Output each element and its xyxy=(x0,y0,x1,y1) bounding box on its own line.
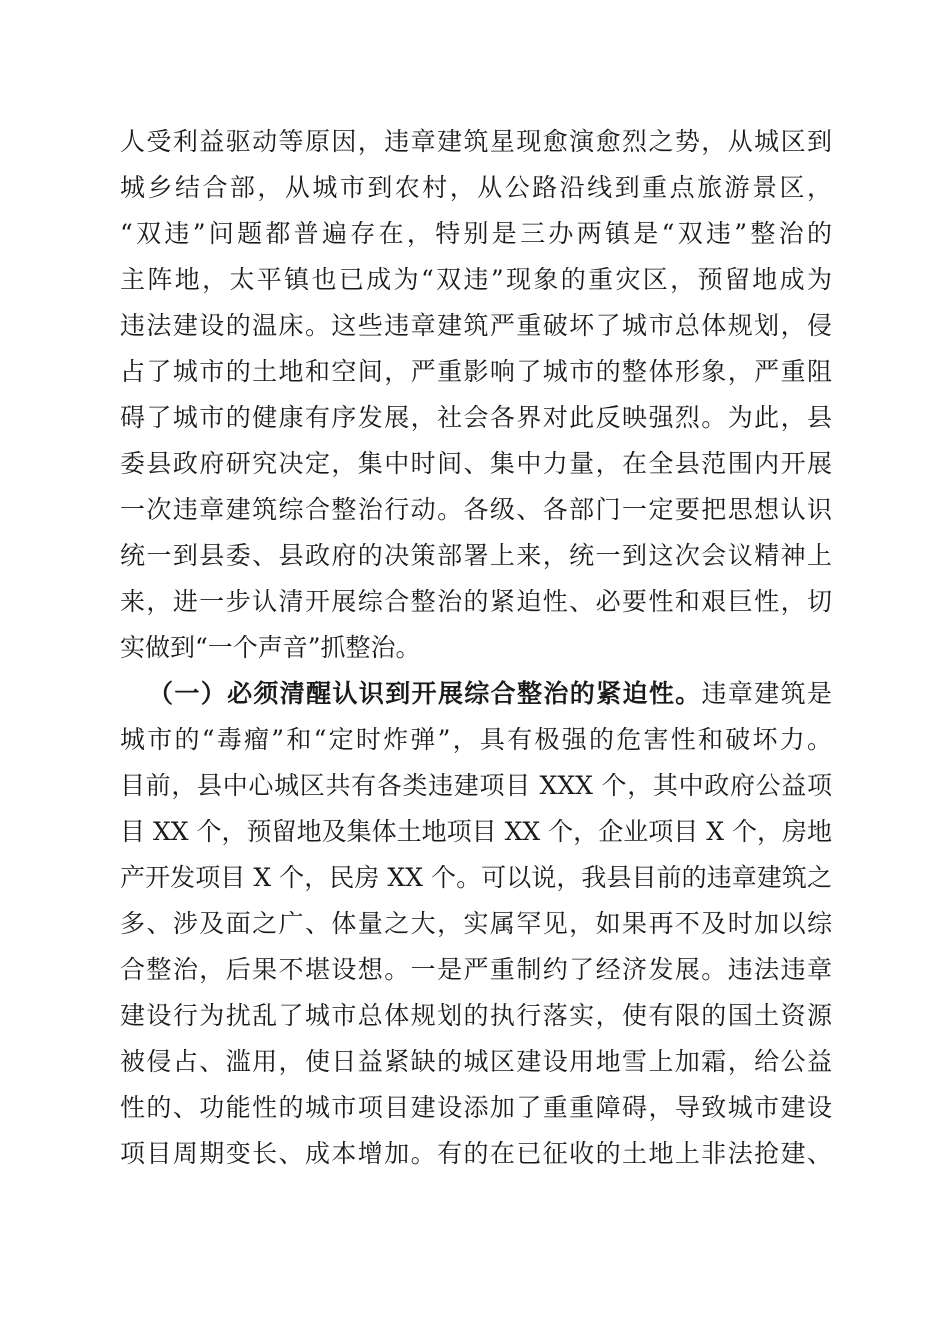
paragraph-line: 违法建设的温床。这些违章建筑严重破坏了城市总体规划，侵 xyxy=(120,311,832,340)
paragraph-line: 统一到县委、县政府的决策部署上来，统一到这次会议精神上 xyxy=(120,541,832,570)
paragraph-line: 人受利益驱动等原因，违章建筑星现愈演愈烈之势，从城区到 xyxy=(120,127,832,156)
section-heading: （一）必须清醒认识到开展综合整治的紧迫性。 xyxy=(148,679,702,708)
section-first-line xyxy=(120,671,832,717)
paragraph-line: 目 XX 个，预留地及集体土地项目 XX 个，企业项目 X 个，房地 xyxy=(120,817,832,846)
paragraph-line: 建设行为扰乱了城市总体规划的执行落实，使有限的国土资源 xyxy=(120,1001,832,1030)
paragraph-line: 项目周期变长、成本增加。有的在已征收的土地上非法抢建、 xyxy=(120,1139,832,1168)
paragraph-line: 被侵占、滥用，使日益紧缺的城区建设用地雪上加霜，给公益 xyxy=(120,1047,832,1076)
paragraph-line: 来，进一步认清开展综合整治的紧迫性、必要性和艰巨性，切 xyxy=(120,587,832,616)
paragraph-line: 目前，县中心城区共有各类违建项目 XXX 个，其中政府公益项 xyxy=(120,771,832,800)
paragraph-line: 占了城市的土地和空间，严重影响了城市的整体形象，严重阻 xyxy=(120,357,832,386)
paragraph-line: 碍了城市的健康有序发展，社会各界对此反映强烈。为此，县 xyxy=(120,403,832,432)
paragraph-line: 实做到“一个声音”抓整治。 xyxy=(120,633,421,662)
paragraph-line: “双违”问题都普遍存在，特别是三办两镇是“双违”整治的 xyxy=(120,219,832,248)
paragraph-line: 产开发项目 X 个，民房 XX 个。可以说，我县目前的违章建筑之 xyxy=(120,863,832,892)
paragraph-line: 多、涉及面之广、体量之大，实属罕见，如果再不及时加以综 xyxy=(120,909,832,938)
paragraph-line: 合整治，后果不堪设想。一是严重制约了经济发展。违法违章 xyxy=(120,955,832,984)
paragraph-line: 委县政府研究决定，集中时间、集中力量，在全县范围内开展 xyxy=(120,449,832,478)
document-body xyxy=(120,119,832,1177)
paragraph-line: 性的、功能性的城市项目建设添加了重重障碍，导致城市建设 xyxy=(120,1093,832,1122)
paragraph-line: 城市的“毒瘤”和“定时炸弹”，具有极强的危害性和破坏力。 xyxy=(120,725,832,754)
section-first-line-rest: 违章建筑是 xyxy=(701,679,832,708)
paragraph-line: 主阵地，太平镇也已成为“双违”现象的重灾区，预留地成为 xyxy=(120,265,832,294)
paragraph-line: 城乡结合部，从城市到农村，从公路沿线到重点旅游景区， xyxy=(120,173,832,202)
paragraph-line: 一次违章建筑综合整治行动。各级、各部门一定要把思想认识 xyxy=(120,495,832,524)
